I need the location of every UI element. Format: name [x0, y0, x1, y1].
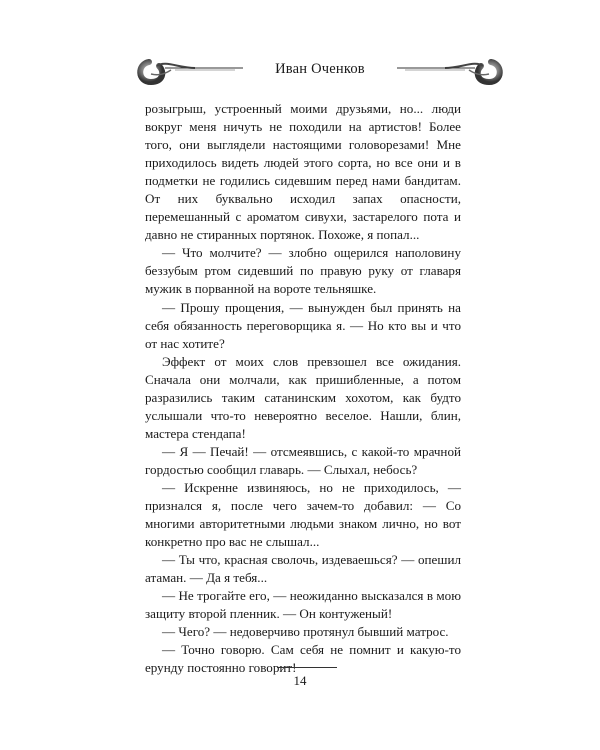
- paragraph: — Ты что, красная сволочь, издеваешься? — опешил атаман. — Да я тебя...: [145, 552, 461, 586]
- paragraph: — Точно говорю. Сам себя не помнит и какую-то ерунду постоянно говорит!: [145, 642, 461, 676]
- paragraph: розыгрыш, устроенный моими друзьями, но... люди вокруг меня ничуть не походили на артистов! Более того, они выглядели настоящими головорезами! Мне приходилось видеть людей этого сорта, но все они и в подметки не годились сидевшим перед нами бандитам. От них буквально исходил запах опасности, перемешанный с ароматом сивухи, застарелого пота и давно не стиранных портянок. Похоже, я попал...: [145, 101, 461, 243]
- paragraph: — Не трогайте его, — неожиданно высказался в мою защиту второй пленник. — Он контуженый!: [145, 588, 461, 622]
- paragraph: — Чего? — недоверчиво протянул бывший матрос.: [162, 624, 449, 640]
- author-name: Иван Оченков: [275, 61, 365, 77]
- paragraph: — Искренне извиняюсь, но не приходилось, — признался я, после чего зачем-то добавил: — Со многими авторитетными людьми знаком лично, но вот конкретно про вас не слышал...: [145, 479, 461, 550]
- paragraph: — Я — Печай! — отсмеявшись, с какой-то мрачной гордостью сообщил главарь. — Слыхал, небось?: [145, 443, 461, 477]
- body-text: [145, 100, 461, 678]
- right-ornament-icon: [395, 54, 505, 88]
- paragraph: — Прошу прощения, — вынужден был принять на себя обязанность переговорщика я. — Но кто вы и что от нас хотите?: [145, 299, 461, 351]
- running-header: [140, 54, 500, 88]
- footer-divider: [277, 667, 337, 668]
- page-number: 14: [293, 673, 307, 688]
- paragraph: Эффект от моих слов превзошел все ожидания. Сначала они молчали, как пришибленные, а потом разразились таким сатанинским хохотом, как будто услышали что-то невероятно веселое. Нашли, блин, мастера стендапа!: [145, 353, 461, 441]
- paragraph: — Что молчите? — злобно ощерился наполовину беззубым ртом сидевший по правую руку от главаря мужик в порванной на вороте тельняшке.: [145, 245, 461, 297]
